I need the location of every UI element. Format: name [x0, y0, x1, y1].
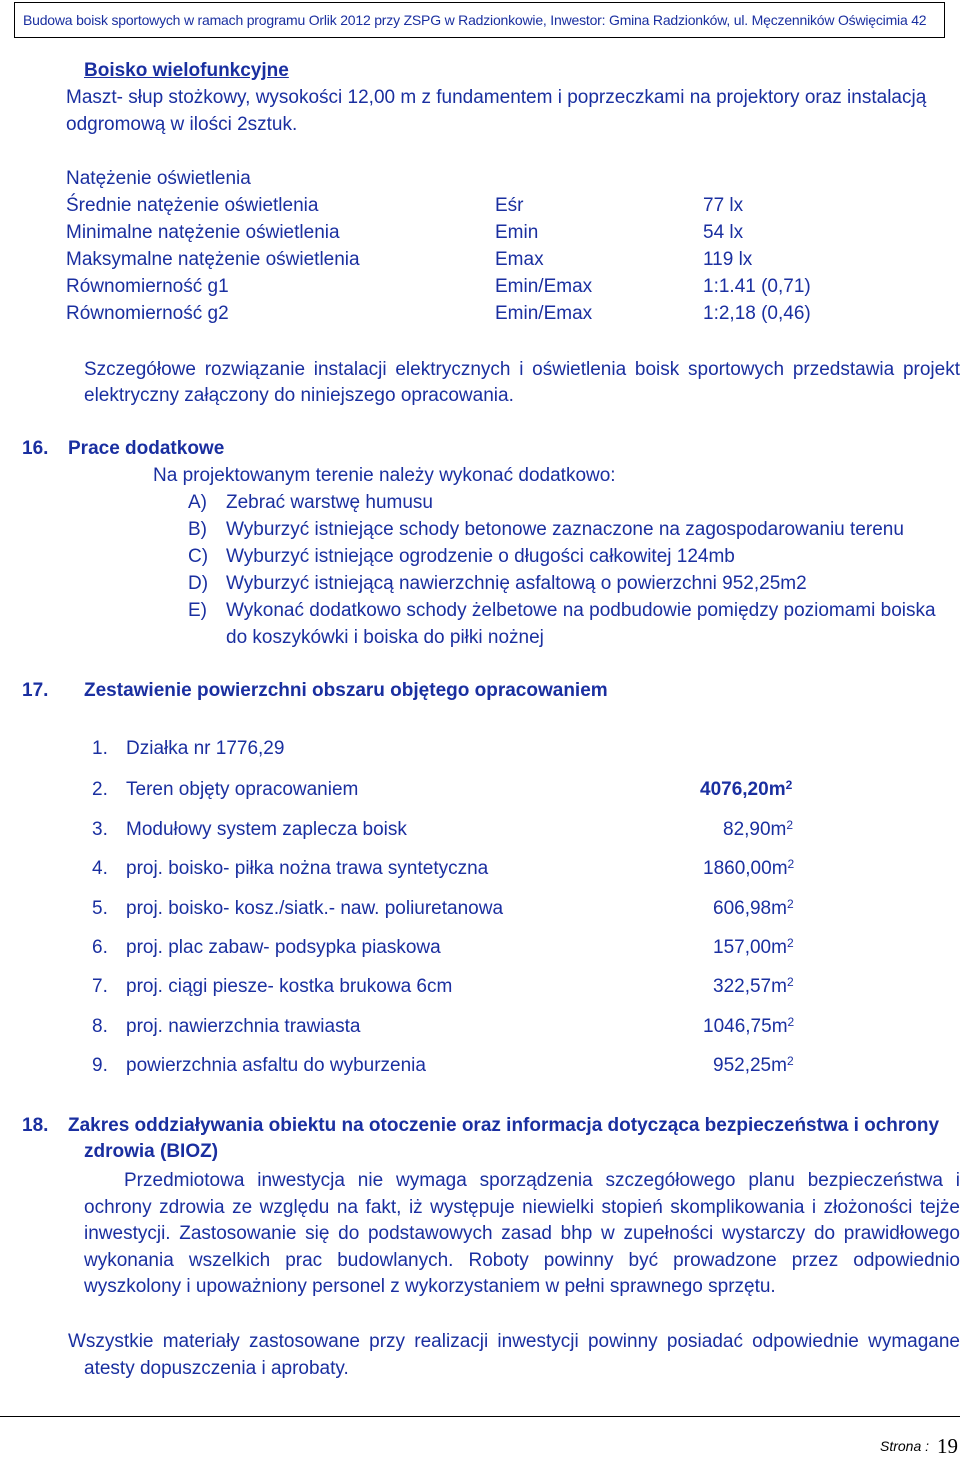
section-18-title: Zakres oddziaływania obiektu na otoczenie oraz informacja dotycząca bezpieczeństwa i ochrony [68, 1115, 940, 1136]
area-item-label: proj. boisko- kosz./siatk.- naw. poliuretanowa [126, 898, 504, 919]
lighting-value: 54 lx [703, 222, 744, 243]
work-item-text-continued: do koszykówki i boiska do piłki nożnej [226, 627, 544, 648]
area-item-number: 5. [92, 898, 108, 919]
lighting-symbol: Emin/Emax [495, 276, 593, 297]
area-item-number: 6. [92, 937, 108, 958]
work-item-text: Wykonać dodatkowo schody żelbetowe na podbudowie pomiędzy poziomami boiska [226, 600, 936, 621]
lighting-symbol: Emax [495, 249, 544, 270]
area-item-value: $157,00m^2$ [713, 936, 794, 958]
area-item-number: 9. [92, 1055, 108, 1076]
section-17-number: 17. [22, 680, 49, 701]
lighting-value: 119 lx [703, 249, 753, 270]
lighting-label: Równomierność g1 [66, 276, 229, 297]
area-item-value: $82,90m^2$ [723, 818, 794, 840]
lighting-value: 1:1.41 (0,71) [703, 276, 811, 297]
page-header [14, 2, 945, 38]
area-item-value: $322,57m^2$ [713, 975, 794, 997]
area-item-label: proj. plac zabaw- podsypka piaskowa [126, 937, 441, 958]
area-item-number: 2. [92, 779, 108, 800]
work-item-letter: E) [188, 600, 207, 621]
area-item-label: Modułowy system zaplecza boisk [126, 819, 407, 840]
area-item-label: powierzchnia asfaltu do wyburzenia [126, 1055, 426, 1076]
lighting-symbol: Emin [495, 222, 539, 243]
materials-paragraph: Wszystkie materiały zastosowane przy realizacji inwestycji powinny posiadać odpowiednie wymagane atesty dopuszczenia i aprobaty. [68, 1331, 960, 1379]
lighting-label: Średnie natężenie oświetlenia [66, 195, 319, 216]
work-item-letter: B) [188, 519, 207, 540]
lighting-value: 1:2,18 (0,46) [703, 303, 811, 324]
area-item-number: 4. [92, 858, 108, 879]
page-label: Strona : [880, 1438, 930, 1454]
area-item-value: $1860,00m^2$ [703, 857, 795, 879]
page-number: 19 [937, 1434, 958, 1458]
multisport-title: Boisko wielofunkcyjne [84, 60, 289, 81]
area-item-number: 3. [92, 819, 108, 840]
lighting-value: 77 lx [703, 195, 744, 216]
area-item-value: $4076,20m^2$ [700, 778, 793, 800]
lighting-label: Maksymalne natężenie oświetlenia [66, 249, 360, 270]
work-item-letter: A) [188, 492, 207, 513]
bioz-paragraph: Przedmiotowa inwestycja nie wymaga sporządzenia szczegółowego planu bezpieczeństwa i ochrony zdrowia ze względu na fakt, iż występuje niewielki stopień skomplikowania i złożoności tejże inwestycji. Zastosowanie się do podstawowych zasad bhp w zupełności wystarczy do prawidłowego wykonania wszelkich prac budowlanych. Roboty powinny być prowadzone przez odpowiednio wyszkolony i upoważniony personel z wykorzystaniem w pełni sprawnego sprzętu. [84, 1170, 960, 1297]
lighting-label: Minimalne natężenie oświetlenia [66, 222, 340, 243]
section-18-title-continued: zdrowia (BIOZ) [84, 1141, 219, 1162]
multisport-line-2: odgromową w ilości 2sztuk. [66, 114, 298, 135]
work-item-letter: D) [188, 573, 209, 594]
work-item-text: Wyburzyć istniejącą nawierzchnię asfaltową o powierzchni 952,25m2 [226, 573, 807, 594]
area-item-value: $606,98m^2$ [713, 897, 794, 919]
area-item-number: 7. [92, 976, 108, 997]
multisport-line-1: Maszt- słup stożkowy, wysokości 12,00 m z fundamentem i poprzeczkami na projektory oraz instalacją [66, 87, 927, 108]
area-item-label: proj. boisko- piłka nożna trawa syntetyczna [126, 858, 489, 879]
work-item-text: Zebrać warstwę humusu [226, 492, 433, 513]
area-item-label: Teren objęty opracowaniem [126, 779, 359, 800]
area-item-value: $1046,75m^2$ [703, 1015, 795, 1037]
area-item-label: proj. nawierzchnia trawiasta [126, 1016, 361, 1037]
lighting-note: Szczegółowe rozwiązanie instalacji elektrycznych i oświetlenia boisk sportowych przedstawia projekt elektryczny załączony do niniejszego opracowania. [84, 359, 960, 406]
work-item-text: Wyburzyć istniejące ogrodzenie o długości całkowitej 124mb [226, 546, 735, 567]
section-16-number: 16. [22, 438, 49, 459]
section-17-title: Zestawienie powierzchni obszaru objętego opracowaniem [84, 680, 608, 701]
work-item-letter: C) [188, 546, 209, 567]
lighting-symbol: Emin/Emax [495, 303, 593, 324]
header-text: Budowa boisk sportowych w ramach programu Orlik 2012 przy ZSPG w Radzionkowie, Inwestor: Gmina Radzionków, ul. Męczenników Oświęcimia 42 [23, 12, 927, 28]
lighting-label: Równomierność g2 [66, 303, 229, 324]
area-item-value: $952,25m^2$ [713, 1054, 794, 1076]
section-16-intro: Na projektowanym terenie należy wykonać dodatkowo: [153, 465, 616, 486]
area-item-number: 8. [92, 1016, 108, 1037]
lighting-symbol: Eśr [495, 195, 524, 216]
area-item-number: 1. [92, 738, 108, 759]
footer-divider [0, 1416, 960, 1417]
area-item-label: proj. ciągi piesze- kostka brukowa 6cm [126, 976, 453, 997]
area-item-label: Działka nr 1776,29 [126, 738, 285, 759]
work-item-text: Wyburzyć istniejące schody betonowe zaznaczone na zagospodarowaniu terenu [226, 519, 904, 540]
lighting-heading: Natężenie oświetlenia [66, 168, 251, 189]
section-18-number: 18. [22, 1115, 49, 1136]
section-16-title: Prace dodatkowe [68, 438, 225, 459]
